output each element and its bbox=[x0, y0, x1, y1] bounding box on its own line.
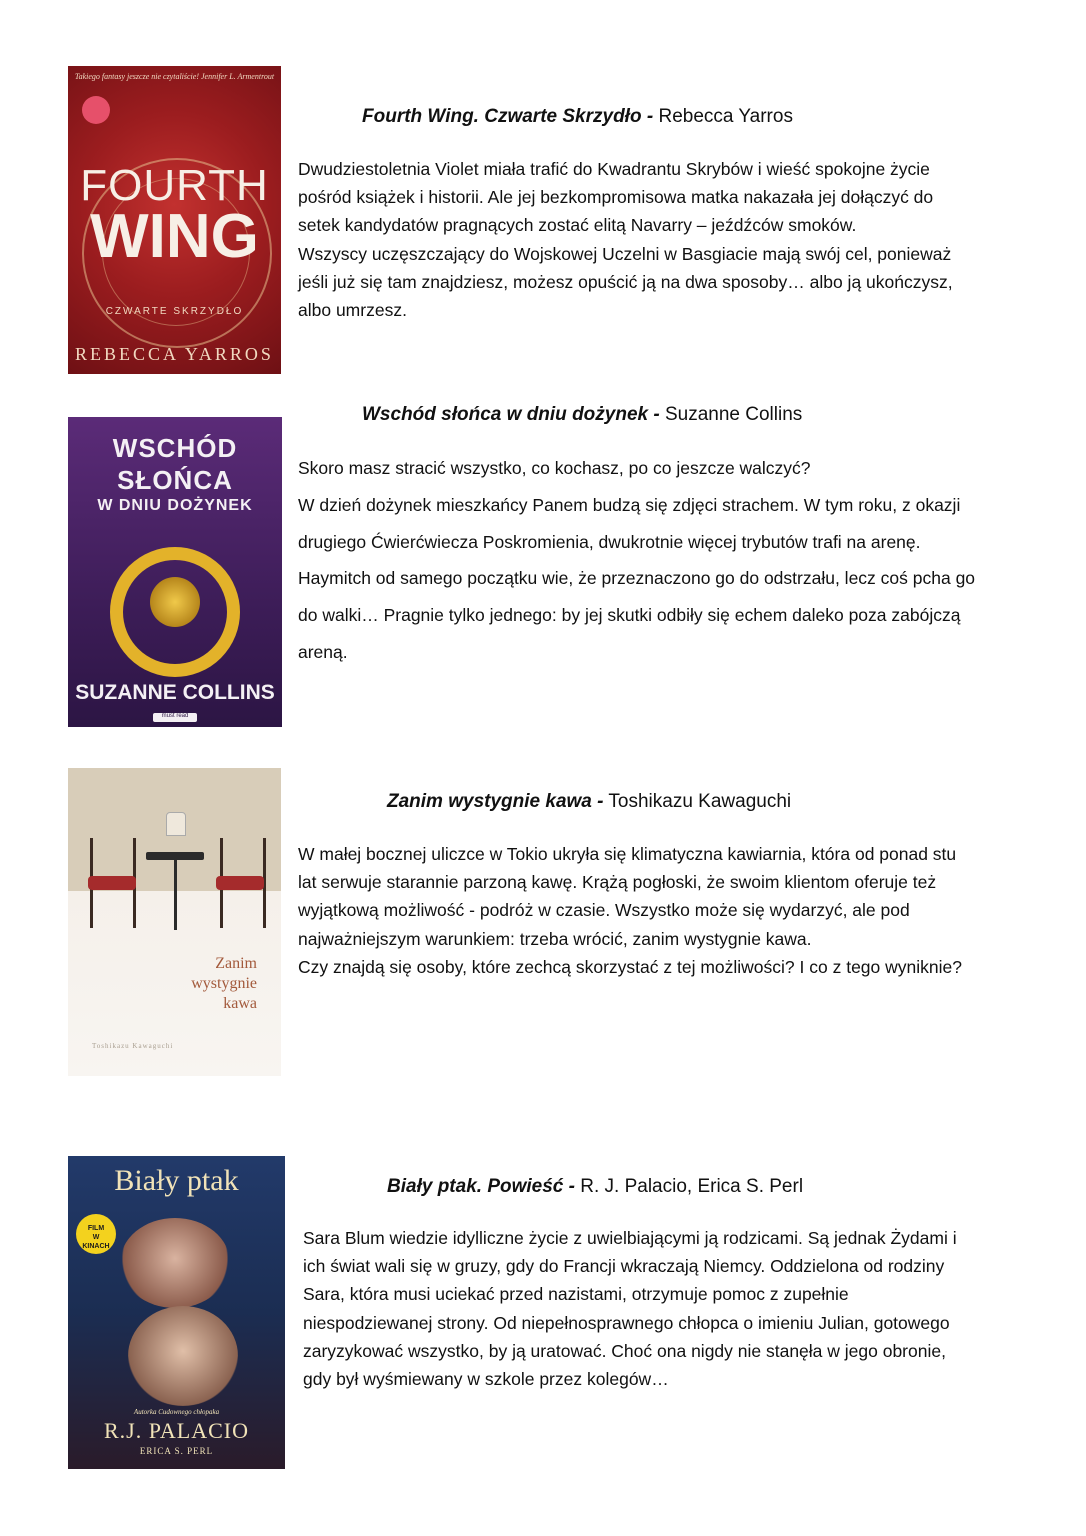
cover-table-leg bbox=[174, 860, 177, 930]
cover-badge bbox=[82, 96, 110, 124]
book-author: R. J. Palacio, Erica S. Perl bbox=[580, 1176, 804, 1197]
book-description bbox=[298, 450, 978, 671]
book-cover-wschod-slonca bbox=[68, 417, 282, 727]
book-author: Rebecca Yarros bbox=[658, 106, 793, 127]
cover-title-line2: wystygnie bbox=[191, 975, 257, 992]
book-title-line bbox=[362, 106, 793, 128]
film-badge-line1: FILM bbox=[87, 1225, 105, 1232]
book-cover-zanim-wystygnie-kawa bbox=[68, 768, 281, 1076]
cover-author: REBECCA YARROS bbox=[75, 344, 274, 364]
cover-quote: Takiego fantasy jeszcze nie czytaliście! Jennifer L. Armentrout bbox=[74, 72, 275, 81]
book-title: Wschód słońca w dniu dożynek bbox=[362, 404, 649, 425]
cover-author: SUZANNE COLLINS bbox=[75, 681, 275, 704]
book-author: Suzanne Collins bbox=[664, 404, 803, 425]
cover-face-bottom bbox=[128, 1306, 238, 1406]
cover-seat-right bbox=[216, 876, 264, 890]
book-description bbox=[303, 1224, 978, 1393]
book-cover-bialy-ptak bbox=[68, 1156, 285, 1469]
cover-face-top bbox=[120, 1218, 230, 1308]
description-paragraph: Sara Blum wiedzie idylliczne życie z uwielbiającymi ją rodzicami. Są jednak Żydami i ich świat wali się w gruzy, gdy do Francji wkraczają Niemcy. Oddzielona od rodziny Sara, która musi uciekać przed nazistami, otrzymuje pomoc z zupełnie niespodziewanej strony. Od niepełnosprawnego chłopca o imieniu Julian, gotowego zaryzykować wszystko, by ją uratować. Choć ona nigdy nie stanęła w jego obronie, gdy był wyśmiewany w szkole przez kolegów… bbox=[303, 1228, 957, 1390]
cover-title: Biały ptak bbox=[114, 1164, 239, 1197]
cover-subtitle: CZWARTE SKRZYDŁO bbox=[105, 306, 244, 317]
cover-author: Toshikazu Kawaguchi bbox=[92, 1042, 174, 1050]
book-title: Zanim wystygnie kawa bbox=[387, 791, 592, 812]
description-paragraph: Skoro masz stracić wszystko, co kochasz, po co jeszcze walczyć? bbox=[298, 458, 811, 478]
cover-film-badge bbox=[76, 1214, 116, 1254]
book-cover-fourth-wing bbox=[68, 66, 281, 374]
cover-tag: must read bbox=[153, 713, 197, 722]
cover-title-line2: WING bbox=[90, 202, 259, 271]
cover-title bbox=[191, 954, 257, 1014]
description-paragraph: Wszyscy uczęszczający do Wojskowej Uczelni w Basgiacie mają swój cel, ponieważ jeśli już się tam znajdziesz, możesz opuścić ją na dwa sposoby… albo ją ukończysz, albo umrzesz. bbox=[298, 243, 953, 321]
description-paragraph: Czy znajdą się osoby, które zechcą skorzystać z tej możliwości? I co z tego wyniknie? bbox=[298, 956, 962, 977]
cover-title-line1: FOURTH bbox=[80, 161, 269, 210]
film-badge-line3: KINACH bbox=[82, 1243, 110, 1250]
cover-lamp bbox=[166, 812, 186, 836]
book-title-line bbox=[387, 1176, 803, 1198]
cover-table bbox=[146, 852, 204, 860]
title-separator: - bbox=[568, 1176, 575, 1197]
book-title: Biały ptak. Powieść bbox=[387, 1176, 564, 1197]
title-separator: - bbox=[646, 106, 654, 127]
cover-coauthor: ERICA S. PERL bbox=[139, 1446, 214, 1456]
cover-title-line3: W DNIU DOŻYNEK bbox=[97, 497, 253, 514]
book-description bbox=[298, 840, 978, 981]
book-title-line bbox=[387, 791, 791, 813]
book-description bbox=[298, 155, 978, 324]
cover-title-line2: SŁOŃCA bbox=[117, 465, 233, 495]
description-paragraph: Dwudziestoletnia Violet miała trafić do Kwadrantu Skrybów i wieść spokojne życie pośród książek i historii. Ale jej bezkompromisowa matka nakazała jej dołączyć do setek kandydatów pragnących zostać elitą Navarry – jeźdźców smoków. bbox=[298, 159, 934, 236]
cover-title-line3: kawa bbox=[223, 995, 257, 1012]
description-paragraph: W małej bocznej uliczce w Tokio ukryła się klimatyczna kawiarnia, która od ponad stu lat serwuje starannie parzoną kawę. Krążą pogłoski, że swoim klientom oferuje też wyjątkową możliwość - podróż w czasie. Wszystko może się wydarzyć, ale pod najważniejszym warunkiem: trzeba wrócić, zanim wystygnie kawa. bbox=[298, 844, 957, 949]
description-paragraph: W dzień dożynek mieszkańcy Panem budzą się zdjęci strachem. W tym roku, z okazji drugiego Ćwierćwiecza Poskromienia, dwukrotnie więcej trybutów trafi na arenę. bbox=[298, 494, 961, 552]
book-title-line bbox=[362, 404, 802, 426]
book-title: Fourth Wing. Czwarte Skrzydło bbox=[362, 106, 642, 127]
cover-sun bbox=[150, 577, 200, 627]
title-separator: - bbox=[653, 404, 660, 425]
film-badge-line2: W bbox=[92, 1234, 100, 1241]
description-paragraph: Haymitch od samego początku wie, że przeznaczono go do odstrzału, lecz coś pcha go do walki… Pragnie tylko jednego: by jej skutki odbiły się echem daleko poza zabójczą areną. bbox=[298, 568, 976, 662]
cover-seat-left bbox=[88, 876, 136, 890]
book-author: Toshikazu Kawaguchi bbox=[608, 791, 792, 812]
title-separator: - bbox=[597, 791, 604, 812]
cover-pre-author: Autorka Cudownego chłopaka bbox=[133, 1408, 220, 1416]
cover-title-line1: Zanim bbox=[215, 955, 257, 972]
cover-author: R.J. PALACIO bbox=[103, 1418, 250, 1443]
cover-title-line1: WSCHÓD bbox=[112, 433, 238, 463]
